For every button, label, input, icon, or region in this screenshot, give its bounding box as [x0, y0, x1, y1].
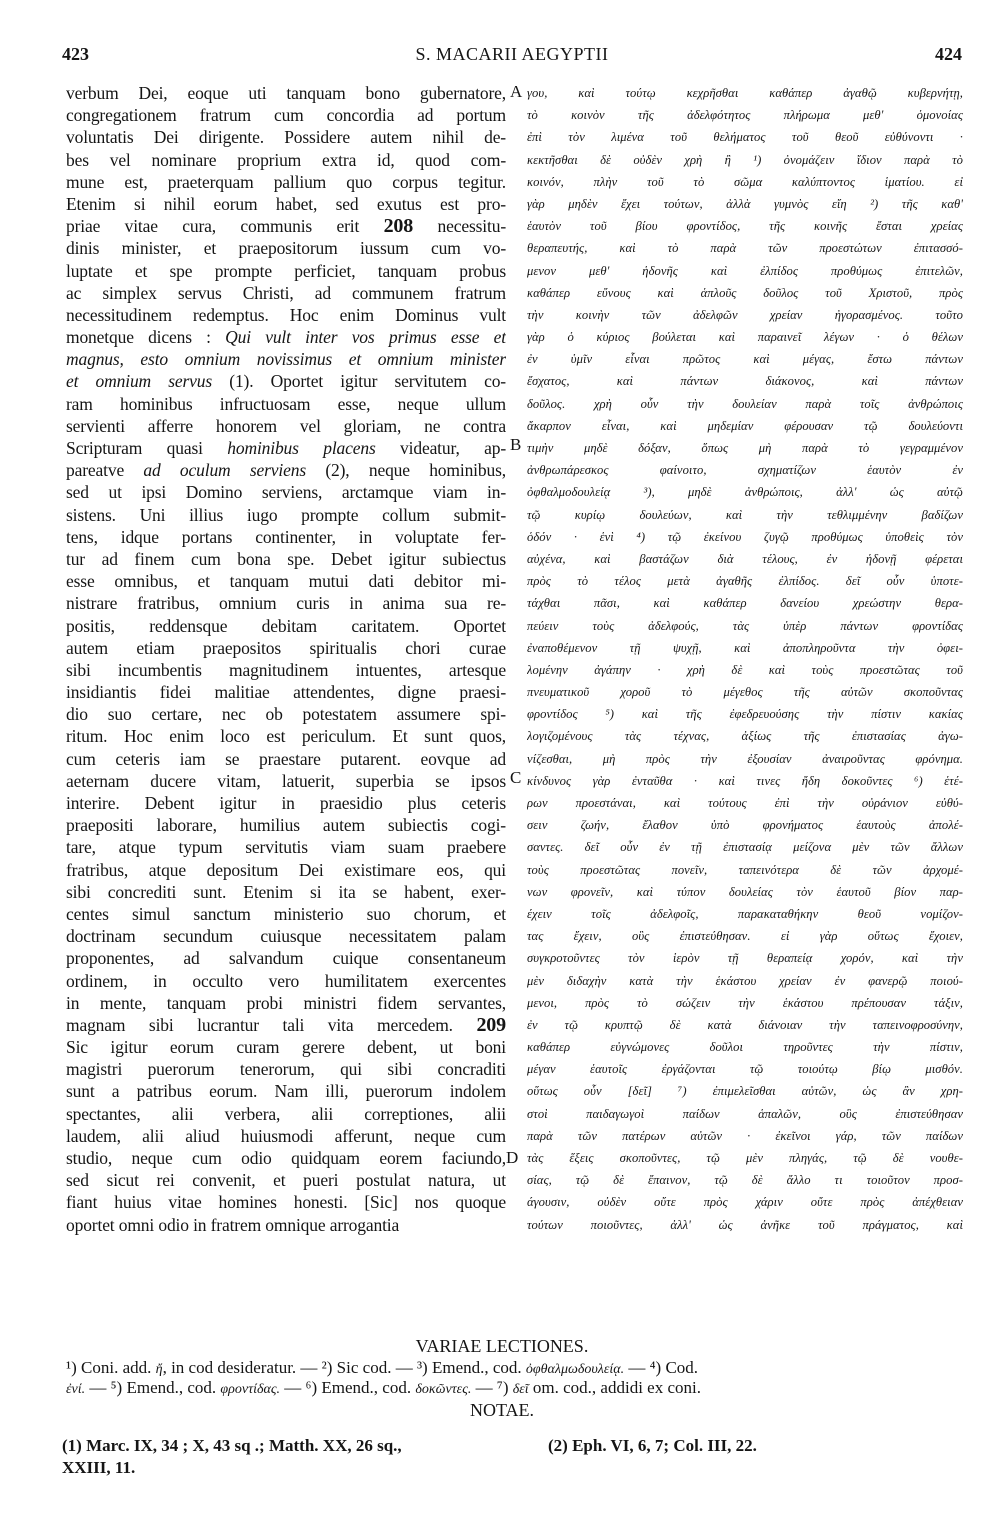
- latin-line: [66, 504, 506, 526]
- greek-column: [527, 82, 963, 1236]
- latin-line: [66, 792, 506, 814]
- latin-text: verbum Dei, eoque uti tanquam bono gubernatore,: [66, 83, 506, 103]
- running-header: [62, 44, 962, 70]
- latin-text: pareatve: [66, 460, 144, 481]
- margin-marker-a: A: [510, 82, 523, 101]
- latin-text: laudem, alii aliud huiusmodi afferunt, neque cum: [66, 1125, 506, 1146]
- latin-text: aeternam ducere vitam, latuerit, superbia se ipsos: [66, 770, 506, 791]
- greek-line: γου, καὶ τούτῳ κεχρῆσθαι καθάπερ ἀγαθῷ κυβερνήτῃ,: [527, 86, 963, 100]
- latin-text: fratribus, atque depositum Dei existimare eos, qui: [66, 859, 506, 880]
- latin-line: [66, 992, 506, 1014]
- latin-line: [66, 570, 506, 592]
- margin-marker-d: D: [506, 1148, 519, 1167]
- margin-marker-c: C: [510, 768, 522, 787]
- greek-line: σαντες. δεῖ οὖν ἐν τῇ ἐπιστασίᾳ μείζονα μὲν τῶν ἄλλων: [527, 840, 963, 855]
- greek-line: τὰς ἕξεις σκοποῦντες, τῷ μὲν πληγάς, τῷ δὲ νουθε-: [527, 1151, 963, 1165]
- greek-line: ρων προεστάναι, καὶ τούτους ἐπὶ τὴν οὐράνιον εὐθύ-: [527, 796, 963, 810]
- latin-line: [66, 481, 506, 503]
- latin-line: [66, 215, 506, 237]
- greek-line: άγουσιν, οὐδὲν οὔτε πρὸς χάριν οὔτε πρὸς ἀπέχθειαν: [527, 1195, 963, 1210]
- greek-line: τιμὴν μηδὲ δόξαν, ὅπως μὴ παρὰ τὸ γεγραμμένον: [527, 441, 963, 455]
- greek-line: κεκτῆσθαι δὲ οὐδὲν χρὴ ἢ ¹) ὀνομάζειν ἴδιον παρὰ τὸ: [527, 152, 963, 167]
- greek-line: ὁδόν · ἑνὶ ⁴) τῷ ἐκείνου ζυγῷ προθύμως ὑποθεὶς τὸν: [527, 529, 963, 544]
- latin-text: centes simul sanctum ministerio suo chorum, et: [66, 903, 506, 924]
- greek-line: τὴν κοινὴν τῶν ἀδελφῶν χρείαν ἠγορασμένος. τοῦτο: [527, 307, 963, 322]
- latin-line: [66, 1014, 506, 1036]
- latin-text: in mente, tanquam probi ministri fidem servantes,: [66, 992, 506, 1013]
- greek-line: παρὰ τῶν πατέρων αὐτῶν · ἐκεῖνοι γάρ, τῶν παίδων: [527, 1128, 963, 1143]
- latin-line: [66, 415, 506, 437]
- latin-text: congregationem fratrum cum concordia ad portum: [66, 105, 506, 126]
- variant-text: — ⁶) Emend., cod.: [280, 1378, 416, 1397]
- latin-line: [66, 548, 506, 570]
- latin-text: necessitu-: [413, 216, 506, 237]
- latin-line: [66, 615, 506, 637]
- latin-text: praepositi laborare, humilius autem subiectis cogi-: [66, 815, 506, 836]
- latin-line: [66, 703, 506, 725]
- latin-text: priae vitae cura, communis erit: [66, 216, 384, 237]
- greek-line: λομένην ἀγάπην · χρὴ δὲ καὶ τοὺς προεστῶτας τοῦ: [527, 662, 963, 677]
- greek-line: θεραπευτής, καὶ τὸ παρὰ τῶν προεστώτων ἐπιτασσό-: [527, 241, 963, 256]
- greek-line: τούτων ποιοῦντες, ἀλλ' ὡς ἀνῆκε τοῦ πράγματος, καὶ: [527, 1217, 963, 1232]
- latin-text: monetque dicens :: [66, 327, 226, 348]
- latin-text: voluntatis Dei dirigente. Possidere autem nihil de-: [66, 127, 506, 148]
- latin-text: tur ad finem cum bona spe. Debet igitur subiectus: [66, 548, 506, 569]
- variant-text: om. cod., addidi ex coni.: [528, 1378, 701, 1397]
- variae-line-2: [66, 1378, 946, 1398]
- latin-text: magnus, esto omnium novissimus et omnium minister: [66, 349, 506, 370]
- latin-text: et omnium servus: [66, 371, 213, 392]
- greek-reading: ἐνί.: [66, 1382, 86, 1397]
- greek-line: φροντίδος ⁵) καὶ τῆς ἐφεδρευούσης τὴν πίστιν κακίας: [527, 707, 963, 722]
- latin-line: [66, 770, 506, 792]
- latin-text: insidiantis fidei malitiae attendentes, digne praesi-: [66, 682, 506, 703]
- note-2: (2) Eph. VI, 6, 7; Col. III, 22.: [548, 1436, 757, 1455]
- latin-line: [66, 393, 506, 415]
- greek-line: τῷ κυρίῳ δουλεύων, καὶ τὴν τεθλιμμένην βαδίζων: [527, 507, 963, 522]
- latin-text: (1). Oportet igitur servitutem co-: [212, 371, 506, 392]
- latin-text: videatur, ap-: [375, 438, 506, 458]
- latin-line: [66, 1214, 506, 1236]
- latin-line: [66, 326, 506, 348]
- latin-line: [66, 459, 506, 481]
- greek-line: ἑαυτὸν τοῦ βίου φροντίδος, τῆς κοινῆς ἔσται χρείας: [527, 219, 963, 234]
- latin-text: (2), neque hominibus,: [306, 460, 506, 481]
- greek-line: καθάπερ εὔνους καὶ ἁπλοῦς δοῦλος τοῦ Χριστοῦ, πρὸς: [527, 285, 963, 300]
- latin-text: Scripturam quasi: [66, 438, 228, 458]
- latin-line: [66, 814, 506, 836]
- latin-line: [66, 903, 506, 925]
- note-1-continuation: XXIII, 11.: [62, 1458, 136, 1477]
- latin-text: Sic igitur eorum curam gerere debent, ut boni: [66, 1037, 506, 1058]
- latin-line: [66, 104, 506, 126]
- latin-line: [66, 970, 506, 992]
- latin-text: dio suo certare, nec ob potestatem assumere spi-: [66, 704, 506, 725]
- latin-line: [66, 925, 506, 947]
- latin-line: [66, 681, 506, 703]
- column-number: 209: [476, 1013, 506, 1036]
- variant-text: ¹) Coni. add.: [66, 1358, 156, 1377]
- latin-line: [66, 659, 506, 681]
- latin-line: [66, 836, 506, 858]
- latin-text: necessitudinem redemptus. Hoc enim Dominus vult: [66, 304, 506, 325]
- greek-reading: ἤ: [155, 1362, 163, 1377]
- latin-text: bes vel nominare proprium extra id, quod com-: [66, 149, 506, 170]
- latin-text: Etenim si nihil eorum habet, sed exutus est pro-: [66, 193, 506, 214]
- latin-text: luptate et spe prompte perficiet, tanquam probus: [66, 260, 506, 281]
- greek-line: ἀνθρωπάρεσκος φαίνοιτο, σχηματίζων ἑαυτὸν ἐν: [527, 463, 963, 478]
- margin-marker-b: B: [510, 435, 522, 454]
- latin-line: [66, 304, 506, 326]
- greek-line: γὰρ ὁ κύριος βούλεται καὶ παραινεῖ λέγων · ὁ θέλων: [527, 330, 963, 345]
- greek-line: ἐν τῷ κρυπτῷ δὲ κατὰ διάνοιαν τὴν ταπεινοφροσύνην,: [527, 1017, 963, 1032]
- latin-text: servienti afferre honorem vel gloriam, ne contra: [66, 415, 506, 436]
- note-1: (1) Marc. IX, 34 ; X, 43 sq .; Matth. XX, 26 sq.,: [62, 1436, 402, 1455]
- latin-text: spectantes, alii verbera, alii correptiones, alii: [66, 1103, 506, 1124]
- latin-text: autem etiam praepositos spiritualis chori curae: [66, 637, 506, 658]
- greek-line: κοινόν, πλὴν τοῦ τὸ σῶμα καλύπτοντος ἱματίου. εἰ: [527, 174, 963, 189]
- latin-text: ac simplex servus Christi, ad communem fratrum: [66, 282, 506, 303]
- latin-line: [66, 592, 506, 614]
- latin-line: [66, 1058, 506, 1080]
- latin-text: tare, atque typum servitutis viam suam praebere: [66, 837, 506, 858]
- greek-line: οὕτως οὖν [δεῖ] ⁷) ἐπιμελεῖσθαι αὐτῶν, ὡς ἂν χρη-: [527, 1084, 963, 1099]
- latin-line: [66, 748, 506, 770]
- greek-line: λογιζομένους τὰς τέχνας, ἀξίως τῆς ἐπιστασίας ἀγω-: [527, 729, 963, 744]
- latin-line: [66, 193, 506, 215]
- greek-line: τάχθαι πᾶσι, καὶ καθάπερ δανείου χρεώστην θερα-: [527, 596, 963, 611]
- latin-text: sistens. Uni illius iugo prompte collum submit-: [66, 504, 506, 525]
- latin-text: sibi incumbentis magnitudinem intuentes, artesque: [66, 659, 506, 680]
- latin-line: [66, 348, 506, 370]
- latin-text: proponentes, ad salvandum cuique consentaneum: [66, 948, 506, 969]
- greek-line: τας ἔχειν, οὓς ἐπιστεύθησαν. εἰ γὰρ οὕτως ἔχοιεν,: [527, 929, 963, 944]
- greek-line: μενοι, πρὸς τὸ σώζειν τὴν ἑκάστου πρέπουσαν τάξιν,: [527, 995, 963, 1010]
- latin-line: [66, 1125, 506, 1147]
- latin-line: [66, 437, 506, 459]
- notae-heading: NOTAE.: [469, 1400, 535, 1420]
- variae-lectiones-heading: VARIAE LECTIONES.: [415, 1336, 589, 1356]
- greek-line: σίας, τῷ δὲ ἔπαινον, τῷ δὲ ἄλλο τι τοιοῦτον προσ-: [527, 1173, 963, 1188]
- greek-line: μέγαν ἑαυτοῖς ἐργάζονται τῷ τοιούτῳ βίῳ μισθόν.: [527, 1062, 963, 1077]
- variant-text: — ⁷): [471, 1378, 513, 1397]
- latin-line: [66, 1036, 506, 1058]
- latin-text: positis, reddensque debitam caritatem. Oportet: [66, 615, 506, 636]
- greek-line: πρὸς τὸ τέλος μετὰ ἀγαθῆς ἐλπίδος. δεῖ οὖν ὑποτε-: [527, 574, 963, 589]
- greek-line: σειν ζωήν, ἔλαθον ὑπὸ φρονήματος ἑαυτοὺς ἀπολέ-: [527, 818, 963, 833]
- latin-line: [66, 1080, 506, 1102]
- latin-line: [66, 1147, 506, 1169]
- latin-text: ram hominibus infructuosam esse, neque ullum: [66, 393, 506, 414]
- latin-text: ritum. Hoc enim loco est periculum. Et sunt quos,: [66, 726, 506, 747]
- greek-line: ἐναποθέμενον τῇ ψυχῇ, καὶ ἀποπληροῦντα τὴν ὀφει-: [527, 640, 963, 655]
- greek-line: δοῦλος. χρὴ οὖν τὴν δουλείαν παρὰ τοῖς ἀνθρώποις: [527, 396, 963, 411]
- greek-line: κίνδυνος γὰρ ἐνταῦθα · καὶ τινες ἤδη δοκοῦντες ⁶) ἑτέ-: [527, 773, 963, 788]
- greek-line: πνευματικοῦ χοροῦ τὸ μέγεθος τῆς αὐτῶν σκοποῦντας: [527, 685, 963, 700]
- latin-line: [66, 526, 506, 548]
- greek-line: μενον μεθ' ἡδονῆς καὶ ἐλπίδος προθύμως ἐπιτελῶν,: [527, 263, 963, 278]
- greek-line: νων φρονεῖν, καὶ τύπον δουλείας τὸν ἑαυτοῦ βίον παρ-: [527, 884, 963, 899]
- variae-line-1: [66, 1358, 946, 1378]
- latin-line: [66, 126, 506, 148]
- greek-line: συγκροτοῦντες τὸν ἱερὸν τῇ θεραπείᾳ χορόν, καὶ τὴν: [527, 951, 963, 966]
- greek-line: ἐν ὑμῖν εἶναι πρῶτος καὶ μέγας, ἔστω πάντων: [527, 352, 963, 367]
- latin-line: [66, 637, 506, 659]
- latin-text: sed ut ipsi Domino serviens, arctamque viam in-: [66, 482, 506, 503]
- latin-text: magnam sibi lucrantur tali vita mercedem.: [66, 1014, 477, 1035]
- greek-line: νίζεσθαι, μὴ πρὸς τὴν ἐξουσίαν ἀναιροῦντας φρόνημα.: [527, 751, 963, 766]
- latin-line: [66, 260, 506, 282]
- page-number-right: 424: [935, 44, 962, 64]
- greek-line: τοὺς προεστῶτας πονεῖν, ταπεινότερα δὲ τῶν ἀρχομέ-: [527, 862, 963, 877]
- latin-text: tens, idque portans continenter, in voluptate fer-: [66, 526, 506, 547]
- greek-line: ὀφθαλμοδουλείᾳ ³), μηδὲ ἀνθρώποις, ἀλλ' ὡς αὐτῷ: [527, 485, 963, 500]
- running-title: S. MACARII AEGYPTII: [415, 44, 609, 64]
- greek-line: στοὶ παιδαγωγοὶ παίδων ἁπαλῶν, οὓς ἐπιστεύθησαν: [527, 1106, 963, 1121]
- variant-text: , in cod desideratur. — ²) Sic cod. — ³) Emend., cod.: [162, 1358, 526, 1377]
- greek-reading: φροντίδας.: [220, 1382, 281, 1397]
- latin-line: [66, 149, 506, 171]
- greek-line: γὰρ μηδὲν ἔχει τούτων, ἀλλὰ γυμνὸς εἴη ²) τῆς καθ': [527, 196, 963, 211]
- latin-text: ordinem, in occulto vero humilitatem exercentes: [66, 970, 506, 991]
- greek-line: ἄκαρπον εἶναι, καὶ μηδεμίαν φέρουσαν τῷ δουλεύοντι: [527, 418, 963, 433]
- latin-text: sed sicut rei convenit, et pueri postulat natura, ut: [66, 1170, 506, 1191]
- greek-line: αὐχένα, καὶ βαστάζων διὰ τέλους, ἐν ἡδονῇ φέρεται: [527, 551, 963, 566]
- page-number-left: 423: [62, 44, 89, 64]
- latin-line: [66, 947, 506, 969]
- latin-text: sibi concrediti sunt. Etenim si ita se habent, exer-: [66, 881, 506, 902]
- latin-text: studio, neque cum odio quidquam eorem faciundo,: [66, 1148, 506, 1168]
- latin-line: [66, 1169, 506, 1191]
- latin-text: interire. Debent igitur in praesidio plus ceteris: [66, 793, 506, 813]
- greek-line: πεύειν τοὺς ἀδελφούς, τὰς ὑπὲρ πάντων φροντίδας: [527, 618, 963, 633]
- greek-reading: ὀφθαλμωδουλείᾳ.: [525, 1362, 625, 1377]
- latin-line: [66, 237, 506, 259]
- greek-line: καθάπερ εὐγνώμονες δοῦλοι τηροῦντες τὴν πίστιν,: [527, 1040, 963, 1055]
- greek-line: ἔσχατος, καὶ πάντων διάκονος, καὶ πάντων: [527, 374, 963, 389]
- latin-text: ad oculum serviens: [143, 460, 307, 481]
- latin-line: [66, 370, 506, 392]
- latin-line: [66, 1191, 506, 1213]
- latin-text: hominibus placens: [227, 438, 376, 458]
- latin-text: cum ceteris iam se praestare putarent. eovque ad: [66, 748, 506, 769]
- latin-line: [66, 171, 506, 193]
- variant-text: — ⁵) Emend., cod.: [85, 1378, 221, 1397]
- latin-line: [66, 82, 506, 104]
- latin-text: nistrare fratribus, omnium curis in anima sua re-: [66, 593, 506, 614]
- greek-line: ἐπὶ τὸν λιμένα τοῦ θελήματος τοῦ θεοῦ εὐθύνοντι ·: [527, 130, 963, 145]
- latin-line: [66, 859, 506, 881]
- greek-reading: δοκῶντες.: [415, 1382, 472, 1397]
- column-number: 208: [383, 215, 414, 238]
- latin-text: magistri puerorum tenerorum, qui sibi concraditi: [66, 1059, 506, 1080]
- latin-line: [66, 725, 506, 747]
- greek-line: έχειν τοῖς ἀδελφοῖς, παρακαταθήκην θεοῦ νομίζον-: [527, 906, 963, 921]
- latin-text: sunt a patribus eorum. Nam illi, puerorum indolem: [66, 1081, 506, 1102]
- latin-text: mune est, praeterquam pallium quo corpus tegitur.: [66, 171, 506, 192]
- greek-reading: δεῖ: [512, 1382, 529, 1397]
- latin-text: esse omnibus, et tanquam mutui dati debitor mi-: [66, 571, 506, 592]
- latin-line: [66, 282, 506, 304]
- latin-text: fiant huius vitae homines honesti. [Sic] nos quoque: [66, 1192, 506, 1213]
- greek-line: τὸ κοινὸν τῆς ἀδελφότητος πλήρωμα μεθ' ὁμονοίας: [527, 108, 963, 123]
- variant-text: — ⁴) Cod.: [624, 1358, 699, 1377]
- latin-line: [66, 1103, 506, 1125]
- latin-text: doctrinam secundum cuiusque necessitatem palam: [66, 926, 506, 947]
- latin-text: Qui vult inter vos primus esse et: [225, 327, 506, 348]
- latin-line: [66, 881, 506, 903]
- latin-text: dinis minister, et praepositorum iussum cum vo-: [66, 238, 506, 259]
- latin-column: [66, 82, 506, 1236]
- latin-text: oportet omni odio in fratrem omnique arrogantia: [66, 1214, 400, 1235]
- greek-line: μὲν διδαχὴν κατὰ τὴν ἑκάστου χρείαν ἐν φανερῷ ποιού-: [527, 973, 963, 988]
